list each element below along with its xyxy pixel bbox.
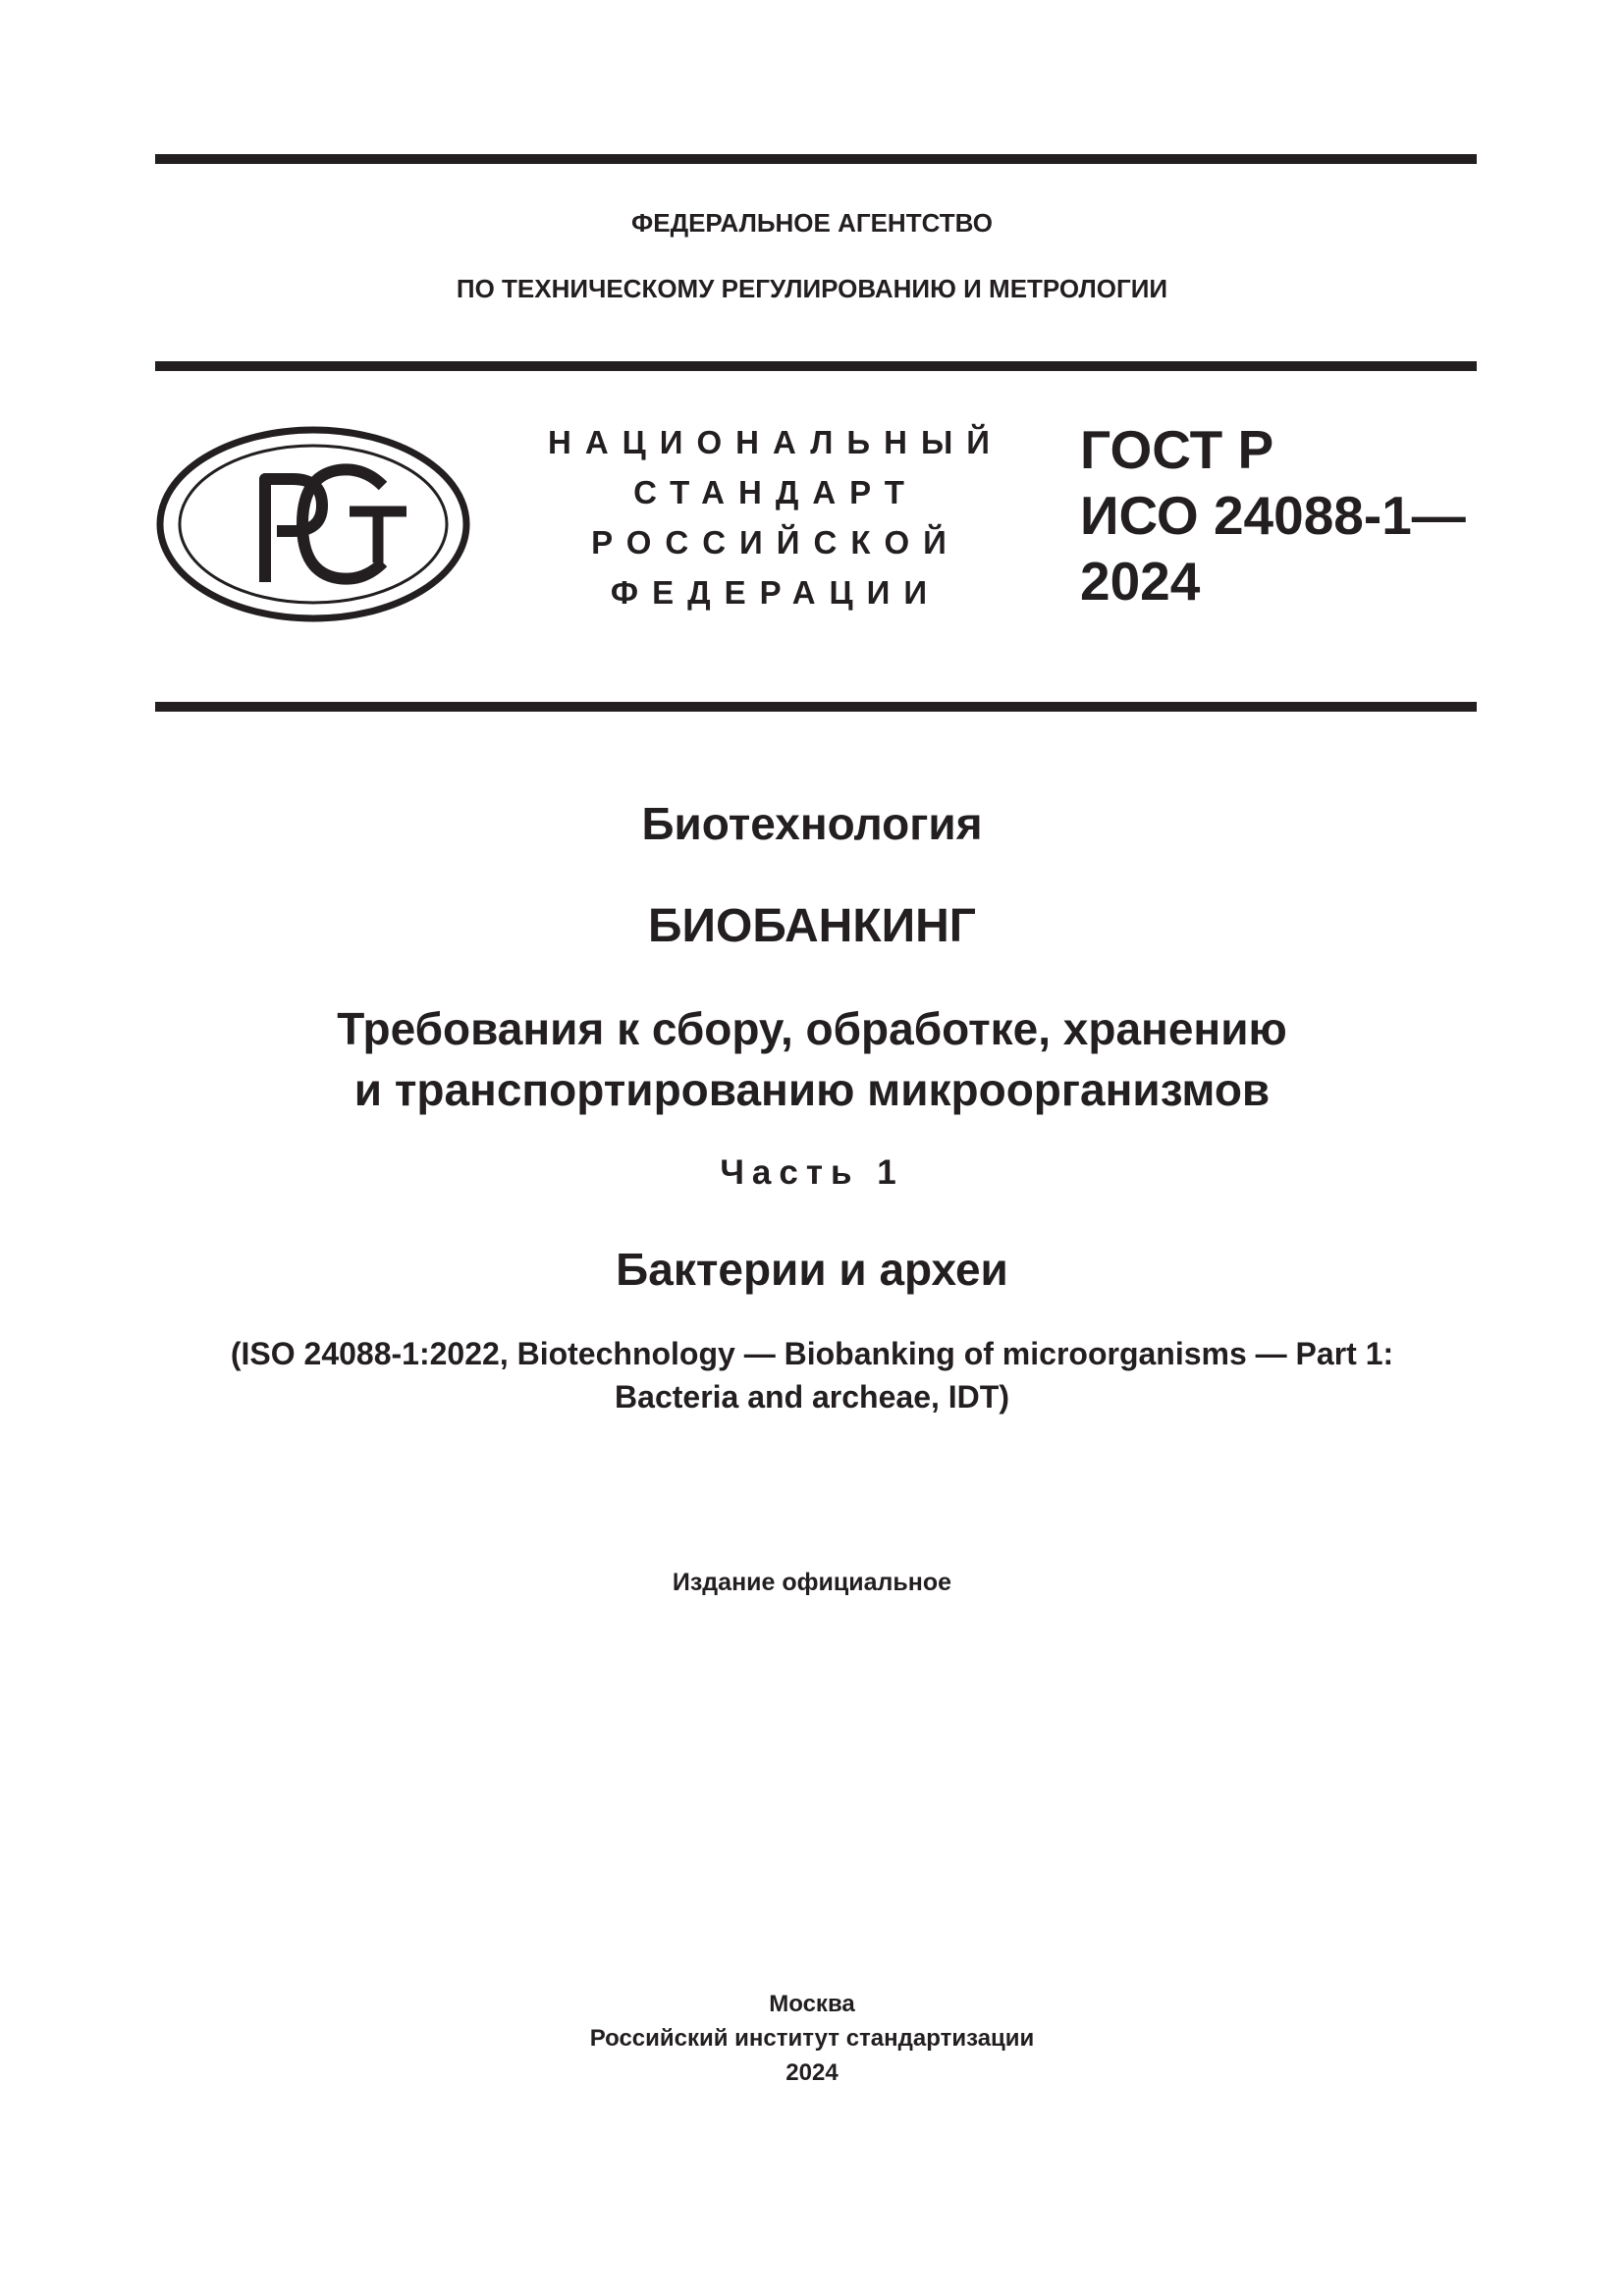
agency-line-2: ПО ТЕХНИЧЕСКОМУ РЕГУЛИРОВАНИЮ И МЕТРОЛОГИИ [456, 274, 1168, 303]
rst-logo-icon [155, 425, 471, 623]
national-line-1: НАЦИОНАЛЬНЫЙ [548, 424, 1003, 460]
top-rule [155, 154, 1477, 164]
footer-year: 2024 [785, 2059, 839, 2086]
main-title: БИОБАНКИНГ [647, 900, 976, 952]
national-line-4: ФЕДЕРАЦИИ [610, 574, 942, 611]
field-title: Биотехнология [641, 798, 983, 849]
standard-code-line-3: 2024 [1080, 551, 1201, 612]
part-title: Бактерии и археи [616, 1244, 1008, 1295]
national-standard-label [530, 417, 1021, 617]
header-rule [155, 361, 1477, 371]
requirements-line-1: Требования к сбору, обработке, хранению [337, 1003, 1287, 1054]
agency-line-1: ФЕДЕРАЛЬНОЕ АГЕНТСТВО [631, 208, 993, 238]
standard-code [1080, 417, 1466, 614]
standard-code-line-1: ГОСТ Р [1080, 419, 1274, 480]
requirements-line-2: и транспортированию микроорганизмов [353, 1064, 1271, 1115]
block-rule [155, 702, 1477, 712]
edition-label: Издание официальное [672, 1569, 952, 1596]
national-line-3: РОССИЙСКОЙ [591, 524, 960, 561]
part-label: Часть 1 [720, 1153, 904, 1192]
iso-reference-line-1: (ISO 24088-1:2022, Biotechnology — Biobanking of microorganisms — Part 1: [230, 1336, 1394, 1371]
rst-gost-logo [155, 425, 471, 628]
national-line-2: СТАНДАРТ [633, 474, 918, 510]
standard-code-line-2: ИСО 24088-1— [1080, 485, 1466, 546]
footer-city: Москва [769, 1991, 855, 2017]
footer-publisher: Российский институт стандартизации [589, 2025, 1035, 2052]
iso-reference-line-2: Bacteria and archeae, IDT) [615, 1379, 1009, 1415]
